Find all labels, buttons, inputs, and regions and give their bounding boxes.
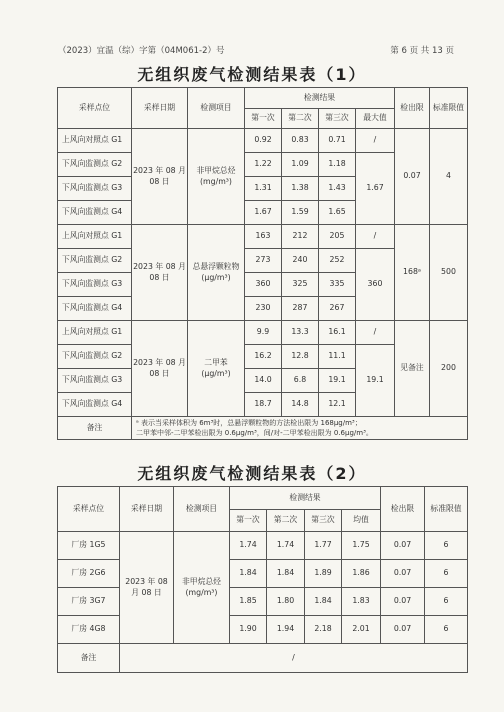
detection-limit: 见备注 (395, 321, 430, 417)
detection-limit: 0.07 (381, 588, 425, 616)
result-1: 230 (245, 297, 282, 321)
result-2: 325 (282, 273, 319, 297)
sample-point: 下风向监测点 G4 (58, 201, 132, 225)
result-2: 1.80 (267, 588, 305, 616)
sample-date: 2023 年 08 月 08 日 (120, 532, 174, 644)
remark-label: 备注 (58, 417, 132, 440)
sample-date: 2023 年 08 月 08 日 (132, 225, 188, 321)
remark-line-1: ᵃ 表示当采样体积为 6m³时，总悬浮颗粒物的方法检出限为 168μg/m³； (136, 418, 362, 427)
sample-date: 2023 年 08 月 08 日 (132, 321, 188, 417)
remark-row (58, 417, 468, 440)
result-2: 0.83 (282, 129, 319, 153)
result-2: 1.38 (282, 177, 319, 201)
header-point: 采样点位 (58, 487, 120, 532)
standard-limit: 4 (430, 129, 468, 225)
max-value: 1.67 (356, 153, 395, 225)
average: 1.86 (342, 560, 381, 588)
sample-point: 下风向监测点 G4 (58, 297, 132, 321)
sample-point: 下风向监测点 G3 (58, 273, 132, 297)
average: 1.83 (342, 588, 381, 616)
result-3: 2.18 (305, 616, 342, 644)
header-avg: 均值 (342, 510, 381, 532)
result-3: 335 (319, 273, 356, 297)
result-3: 1.77 (305, 532, 342, 560)
remark-line-2: 二甲苯中邻-二甲苯检出限为 0.6μg/m³，间/对-二甲苯检出限为 0.6μg/m³。 (136, 429, 373, 437)
result-3: 0.71 (319, 129, 356, 153)
result-2: 240 (282, 249, 319, 273)
table-row (58, 616, 468, 644)
table-row (58, 532, 468, 560)
sample-point: 下风向监测点 G3 (58, 369, 132, 393)
standard-limit: 6 (425, 588, 468, 616)
result-3: 12.1 (319, 393, 356, 417)
results-table-1 (57, 87, 468, 440)
result-2: 12.8 (282, 345, 319, 369)
result-1: 1.31 (245, 177, 282, 201)
result-3: 1.89 (305, 560, 342, 588)
result-3: 19.1 (319, 369, 356, 393)
table-row (58, 588, 468, 616)
header-limit: 检出限 (381, 487, 425, 532)
max-value: / (356, 321, 395, 345)
result-1: 14.0 (245, 369, 282, 393)
sample-point: 下风向监测点 G2 (58, 345, 132, 369)
result-1: 273 (245, 249, 282, 273)
header-item: 检测项目 (188, 88, 245, 129)
result-3: 205 (319, 225, 356, 249)
detection-limit: 0.07 (381, 616, 425, 644)
standard-limit: 500 (430, 225, 468, 321)
standard-limit: 6 (425, 560, 468, 588)
standard-limit: 6 (425, 532, 468, 560)
detection-limit: 168ᵃ (395, 225, 430, 321)
result-2: 1.84 (267, 560, 305, 588)
test-item: 非甲烷总烃 (mg/m³) (174, 532, 230, 644)
table-row (58, 560, 468, 588)
test-item: 总悬浮颗粒物 (μg/m³) (188, 225, 245, 321)
header-date: 采样日期 (132, 88, 188, 129)
result-3: 252 (319, 249, 356, 273)
header-r3: 第三次 (305, 510, 342, 532)
header-results: 检测结果 (230, 487, 381, 510)
result-1: 1.85 (230, 588, 267, 616)
detection-limit: 0.07 (381, 532, 425, 560)
page-header (58, 44, 454, 58)
max-value: / (356, 225, 395, 249)
max-value: 19.1 (356, 345, 395, 417)
standard-limit: 200 (430, 321, 468, 417)
result-3: 267 (319, 297, 356, 321)
page-number: 第 6 页 共 13 页 (390, 46, 454, 56)
result-2: 287 (282, 297, 319, 321)
detection-limit: 0.07 (381, 560, 425, 588)
max-value: / (356, 129, 395, 153)
sample-point: 厂房 1G5 (58, 532, 120, 560)
result-2: 1.94 (267, 616, 305, 644)
header-standard: 标准限值 (425, 487, 468, 532)
sample-point: 下风向监测点 G2 (58, 249, 132, 273)
sample-point: 上风向对照点 G1 (58, 129, 132, 153)
header-limit: 检出限 (395, 88, 430, 129)
standard-limit: 6 (425, 616, 468, 644)
result-3: 11.1 (319, 345, 356, 369)
table-row (58, 321, 468, 345)
header-r1: 第一次 (230, 510, 267, 532)
remark-text (132, 417, 468, 440)
header-results: 检测结果 (245, 88, 395, 109)
remark-label: 备注 (58, 644, 120, 673)
average: 1.75 (342, 532, 381, 560)
result-1: 1.84 (230, 560, 267, 588)
header-item: 检测项目 (174, 487, 230, 532)
sample-point: 下风向监测点 G4 (58, 393, 132, 417)
result-1: 16.2 (245, 345, 282, 369)
table2-title: 无组织废气检测结果表（2） (137, 464, 367, 483)
sample-point: 厂房 2G6 (58, 560, 120, 588)
max-value: 360 (356, 249, 395, 321)
sample-point: 上风向对照点 G1 (58, 321, 132, 345)
result-2: 13.3 (282, 321, 319, 345)
test-item: 非甲烷总烃 (mg/m³) (188, 129, 245, 225)
result-2: 1.74 (267, 532, 305, 560)
result-1: 163 (245, 225, 282, 249)
result-1: 1.22 (245, 153, 282, 177)
result-1: 0.92 (245, 129, 282, 153)
sample-date: 2023 年 08 月 08 日 (132, 129, 188, 225)
header-standard: 标准限值 (430, 88, 468, 129)
table-row (58, 129, 468, 153)
result-2: 212 (282, 225, 319, 249)
average: 2.01 (342, 616, 381, 644)
remark-row (58, 644, 468, 673)
sample-point: 下风向监测点 G2 (58, 153, 132, 177)
header-max: 最大值 (356, 109, 395, 129)
result-3: 1.84 (305, 588, 342, 616)
result-1: 9.9 (245, 321, 282, 345)
result-1: 1.90 (230, 616, 267, 644)
header-r1: 第一次 (245, 109, 282, 129)
sample-point: 下风向监测点 G3 (58, 177, 132, 201)
detection-limit: 0.07 (395, 129, 430, 225)
table-row (58, 225, 468, 249)
remark-text: / (120, 644, 468, 673)
sample-point: 厂房 3G7 (58, 588, 120, 616)
header-date: 采样日期 (120, 487, 174, 532)
result-2: 1.59 (282, 201, 319, 225)
header-r2: 第二次 (282, 109, 319, 129)
results-table-2 (57, 486, 468, 673)
test-item: 二甲苯 (μg/m³) (188, 321, 245, 417)
result-1: 360 (245, 273, 282, 297)
result-2: 1.09 (282, 153, 319, 177)
result-1: 1.74 (230, 532, 267, 560)
result-3: 1.43 (319, 177, 356, 201)
result-3: 1.65 (319, 201, 356, 225)
document-number: （2023）宜温（综）字第（04M061-2）号 (58, 46, 225, 56)
header-r3: 第三次 (319, 109, 356, 129)
header-point: 采样点位 (58, 88, 132, 129)
sample-point: 厂房 4G8 (58, 616, 120, 644)
result-1: 1.67 (245, 201, 282, 225)
result-1: 18.7 (245, 393, 282, 417)
result-2: 14.8 (282, 393, 319, 417)
table1-title: 无组织废气检测结果表（1） (137, 65, 367, 84)
result-3: 16.1 (319, 321, 356, 345)
result-3: 1.18 (319, 153, 356, 177)
header-r2: 第二次 (267, 510, 305, 532)
sample-point: 上风向对照点 G1 (58, 225, 132, 249)
result-2: 6.8 (282, 369, 319, 393)
